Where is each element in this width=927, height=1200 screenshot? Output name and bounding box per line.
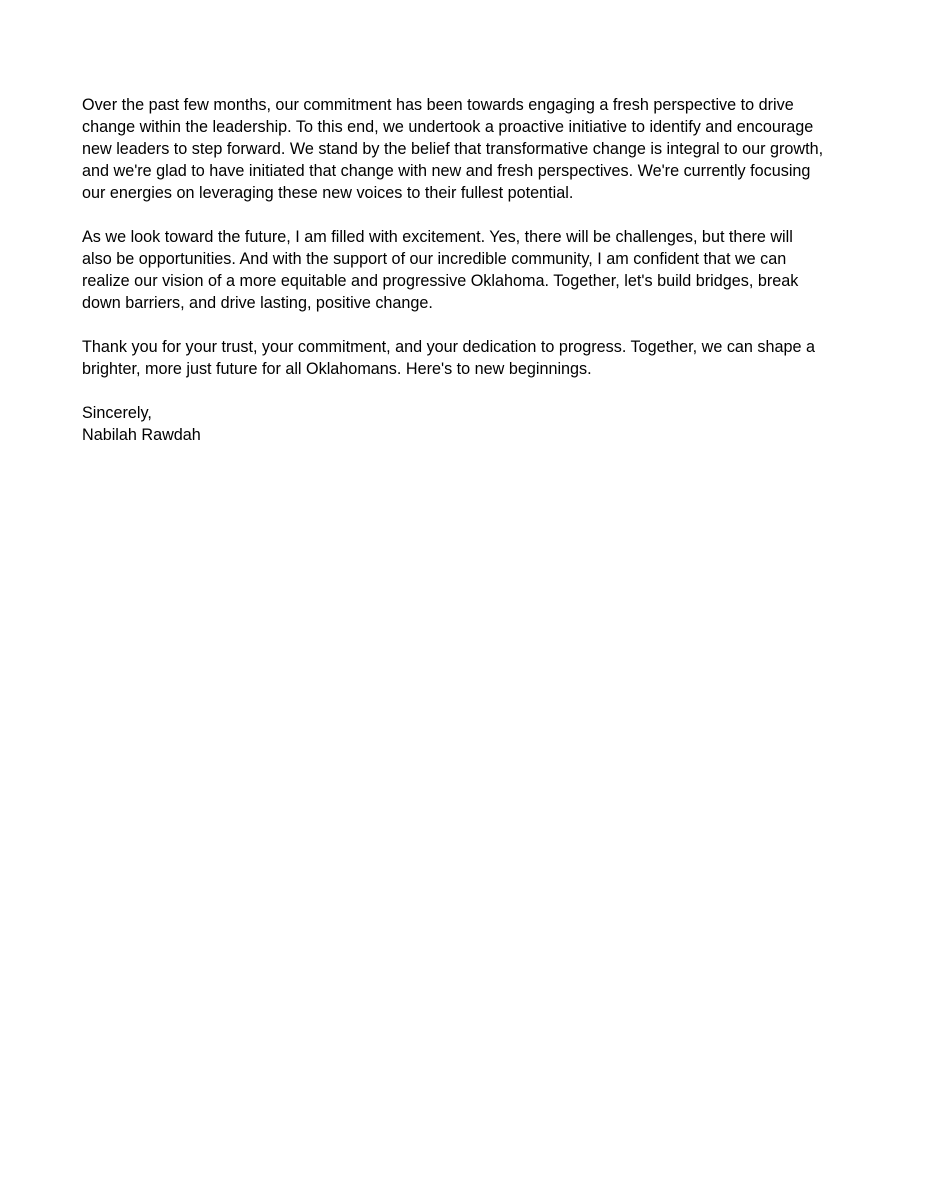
paragraph-future-vision <box>82 226 852 314</box>
text-line: change within the leadership. To this end, we undertook a proactive initiative to identify and encourage <box>82 118 814 136</box>
paragraph-thank-you <box>82 336 852 380</box>
text-line: also be opportunities. And with the support of our incredible community, I am confident that we can <box>82 250 787 268</box>
text-line: new leaders to step forward. We stand by the belief that transformative change is integral to our growth, <box>82 140 824 158</box>
letter-closing <box>82 402 852 446</box>
text-line: realize our vision of a more equitable and progressive Oklahoma. Together, let's build bridges, break <box>82 272 799 290</box>
signature-name: Nabilah Rawdah <box>82 426 201 444</box>
text-line: and we're glad to have initiated that change with new and fresh perspectives. We're currently focusing <box>82 162 811 180</box>
letter-body <box>82 94 852 446</box>
text-line: Thank you for your trust, your commitment, and your dedication to progress. Together, we can shape a <box>82 338 816 356</box>
text-line: Over the past few months, our commitment has been towards engaging a fresh perspective to drive <box>82 96 794 114</box>
text-line: down barriers, and drive lasting, positive change. <box>82 294 433 312</box>
text-line: brighter, more just future for all Oklahomans. Here's to new beginnings. <box>82 360 592 378</box>
text-line: our energies on leveraging these new voices to their fullest potential. <box>82 184 574 202</box>
paragraph-leadership-change <box>82 94 852 204</box>
text-line: As we look toward the future, I am filled with excitement. Yes, there will be challenges, but there will <box>82 228 793 246</box>
closing-salutation: Sincerely, <box>82 404 152 422</box>
